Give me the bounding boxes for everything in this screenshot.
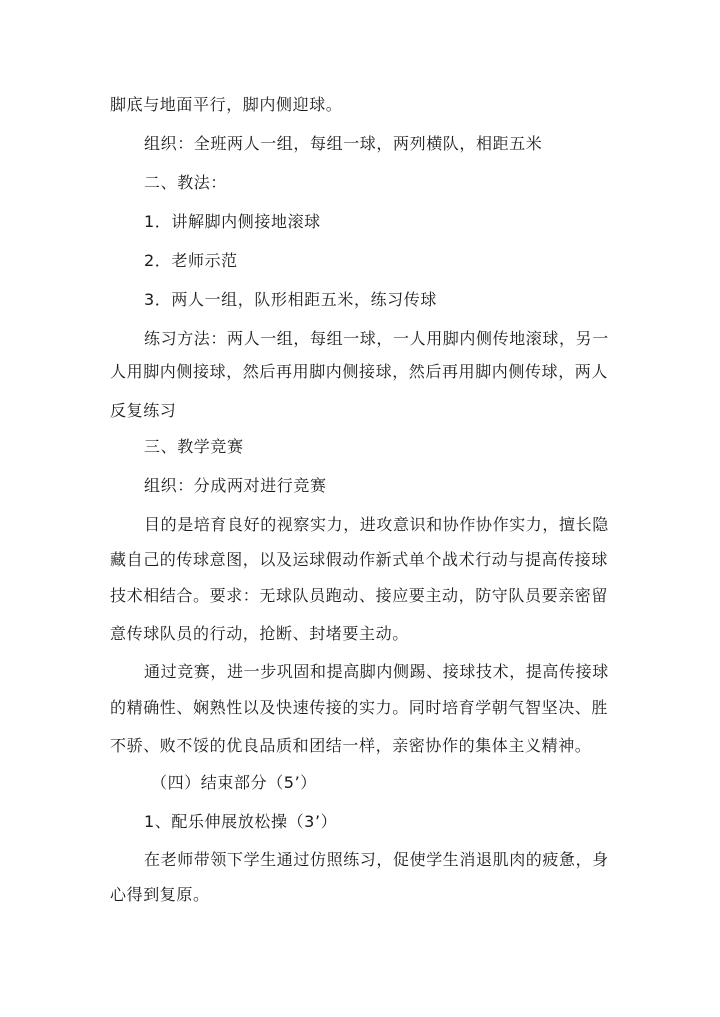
text-line: 心得到复原。 [110,885,210,904]
text-line: 意传球队员的行动，抢断、封堵要主动。 [110,624,409,643]
section-heading: （四）结束部分（5’） [151,773,317,792]
list-item: 2．老师示范 [144,251,238,270]
text-line: 反复练习 [110,401,177,420]
text-line: 组织：分成两对进行竞赛 [144,476,327,495]
list-item: 3．两人一组，队形相距五米，练习传球 [144,290,437,309]
text-line: 人用脚内侧接球，然后再用脚内侧接球，然后再用脚内侧传球，两人 [110,362,609,381]
text-line: 练习方法：两人一组，每组一球，一人用脚内侧传地滚球，另一 [144,329,609,348]
section-heading: 三、教学竞赛 [144,437,244,456]
text-line: 脚底与地面平行，脚内侧迎球。 [110,95,343,114]
text-line: 技术相结合。要求：无球队员跑动、接应要主动，防守队员要亲密留 [110,586,609,605]
text-line: 不骄、败不馁的优良品质和团结一样，亲密协作的集体主义精神。 [110,736,592,755]
section-heading: 二、教法： [144,173,228,192]
text-line: 的精确性、娴熟性以及快速传接的实力。同时培育学朝气智坚决、胜 [110,698,609,717]
text-line: 目的是培育良好的视察实力，进攻意识和协作协作实力，擅长隐 [144,515,609,534]
list-item: 1．讲解脚内侧接地滚球 [144,212,321,231]
list-item: 1、配乐伸展放松操（3’） [144,812,338,831]
text-line: 在老师带领下学生通过仿照练习，促使学生消退肌肉的疲惫，身 [144,850,609,869]
text-line: 通过竞赛，进一步巩固和提高脚内侧踢、接球技术，提高传接球 [144,662,609,681]
text-line: 组织：全班两人一组，每组一球，两列横队，相距五米 [144,134,543,153]
text-line: 藏自己的传球意图，以及运球假动作新式单个战术行动与提高传接球 [110,550,609,569]
